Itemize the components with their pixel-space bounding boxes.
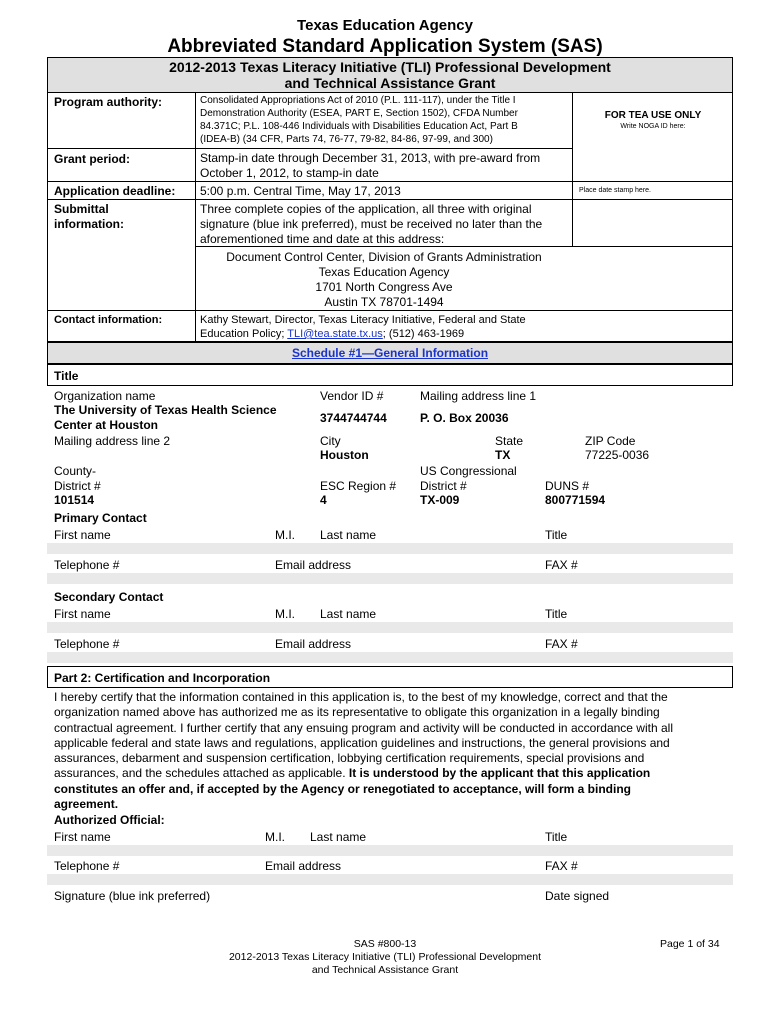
- secondary-mi-label: M.I.: [275, 607, 295, 621]
- mail2-label: Mailing address line 2: [54, 434, 171, 448]
- official-last-name-label: Last name: [310, 830, 367, 844]
- footer-form-number: SAS #800-13: [353, 938, 417, 950]
- secondary-contact-heading: Secondary Contact: [54, 590, 164, 604]
- submittal-label: Submittal information:: [54, 202, 124, 231]
- contact-email-link[interactable]: TLI@tea.state.tx.us: [287, 328, 383, 340]
- authorized-official-heading: Authorized Official:: [54, 813, 165, 827]
- grant-period-label: Grant period:: [54, 152, 131, 166]
- schedule-title: [47, 346, 733, 361]
- secondary-email-label: Email address: [275, 637, 352, 651]
- secondary-last-name-label: Last name: [320, 607, 377, 621]
- official-phone-input-row[interactable]: [47, 874, 733, 885]
- part2-title: Part 2: Certification and Incorporation: [54, 671, 271, 685]
- secondary-phone-input-row[interactable]: [47, 652, 733, 663]
- page-number: Page 1 of 34: [660, 938, 720, 950]
- official-telephone-label: Telephone #: [54, 859, 120, 873]
- county-district-label: County- District #: [54, 464, 101, 493]
- secondary-name-input-row[interactable]: [47, 622, 733, 633]
- mail1-label: Mailing address line 1: [420, 389, 537, 403]
- vendor-id-value: 3744744744: [320, 411, 387, 425]
- state-value: TX: [495, 448, 511, 462]
- contact-text: Kathy Stewart, Director, Texas Literacy Initiative, Federal and State Education Policy; TLI@tea.state.tx.us; (512) 463-1969: [200, 314, 526, 340]
- official-email-label: Email address: [265, 859, 342, 873]
- date-signed-label: Date signed: [545, 889, 610, 903]
- primary-name-input-row[interactable]: [47, 543, 733, 554]
- primary-mi-label: M.I.: [275, 528, 295, 542]
- primary-first-name-label: First name: [54, 528, 111, 542]
- submittal-text: Three complete copies of the application, all three with original signature (blue ink preferred), must be received no later than the aforementioned time and date at this address:: [200, 202, 543, 246]
- document-title: Abbreviated Standard Application System (SAS): [167, 36, 603, 57]
- deadline-label: Application deadline:: [54, 184, 176, 198]
- org-name-label: Organization name: [54, 389, 156, 403]
- grant-title-line1: 2012-2013 Texas Literacy Initiative (TLI) Professional Development: [169, 59, 611, 75]
- program-authority-text: Consolidated Appropriations Act of 2010 (P.L. 111-117), under the Title I Demonstration Authority (ESEA, PART E, Section 1502), CFDA Number 84.371C; P.L. 108-446 Individuals with Disabilities Education Act, Part B (IDEA-B) (34 CFR, Parts 74, 76-77, 79-82, 84-86, 97-99, and 300): [200, 95, 518, 145]
- part1-title: Title: [54, 369, 79, 383]
- tea-use-only: FOR TEA USE ONLY: [604, 110, 702, 121]
- org-name-value: The University of Texas Health Science Center at Houston: [54, 403, 277, 432]
- primary-last-name-label: Last name: [320, 528, 377, 542]
- duns-value: 800771594: [545, 493, 606, 507]
- secondary-fax-label: FAX #: [545, 637, 578, 651]
- deadline-text: 5:00 p.m. Central Time, May 17, 2013: [200, 184, 401, 198]
- city-value: Houston: [320, 448, 369, 462]
- primary-fax-label: FAX #: [545, 558, 578, 572]
- mail1-value: P. O. Box 20036: [420, 411, 509, 425]
- agency-name: Texas Education Agency: [297, 17, 473, 34]
- secondary-first-name-label: First name: [54, 607, 111, 621]
- primary-telephone-label: Telephone #: [54, 558, 120, 572]
- secondary-telephone-label: Telephone #: [54, 637, 120, 651]
- primary-contact-heading: Primary Contact: [54, 511, 147, 525]
- esc-region-value: 4: [320, 493, 327, 507]
- mailing-address: Document Control Center, Division of Grants Administration Texas Education Agency 1701 North Congress Ave Austin TX 78701-1494: [226, 250, 542, 309]
- schedule-link[interactable]: Schedule #1—General Information: [291, 346, 489, 360]
- city-label: City: [320, 434, 341, 448]
- program-authority-label: Program authority:: [54, 95, 163, 109]
- vendor-id-label: Vendor ID #: [320, 389, 384, 403]
- primary-email-label: Email address: [275, 558, 352, 572]
- primary-phone-input-row[interactable]: [47, 573, 733, 584]
- congress-district-label: US Congressional District #: [420, 464, 517, 493]
- zip-label: ZIP Code: [585, 434, 636, 448]
- esc-region-label: ESC Region #: [320, 479, 397, 493]
- duns-label: DUNS #: [545, 479, 590, 493]
- grant-title-line2: and Technical Assistance Grant: [284, 75, 496, 91]
- secondary-title-label: Title: [545, 607, 568, 621]
- congress-district-value: TX-009: [420, 493, 460, 507]
- noga-id-label: Write NOGA ID here:: [620, 123, 686, 130]
- primary-title-label: Title: [545, 528, 568, 542]
- official-name-input-row[interactable]: [47, 845, 733, 856]
- grant-period-text: Stamp-in date through December 31, 2013, with pre-award from October 1, 2012, to stamp-in date: [200, 151, 541, 180]
- official-first-name-label: First name: [54, 830, 111, 844]
- part1-header: [47, 364, 733, 386]
- footer-text: SAS #800-13 2012-2013 Texas Literacy Initiative (TLI) Professional Development and Technical Assistance Grant: [180, 938, 590, 977]
- official-mi-label: M.I.: [265, 830, 285, 844]
- state-label: State: [495, 434, 524, 448]
- zip-value: 77225-0036: [585, 448, 650, 462]
- date-stamp-label: Place date stamp here.: [579, 187, 651, 194]
- official-fax-label: FAX #: [545, 859, 578, 873]
- county-district-value: 101514: [54, 493, 95, 507]
- contact-label: Contact information:: [54, 314, 163, 326]
- certification-text: I hereby certify that the information contained in this application is, to the best of my knowledge, correct and that the organization named above has authorized me as its representative to obligate this organization in a legally binding contractual agreement. I further certify that any ensuing program and activity will be conducted in accordance with all applicable federal and state laws and regulations, application guidelines and instructions, the general provisions and assurances, debarment and suspension certification, lobbying certification requirements, special provisions and assurances, and the schedules attached as applicable. It is understood by the applicant that this application constitutes an offer and, if accepted by the Agency or renegotiated to acceptance, will form a binding agreement.: [54, 690, 673, 812]
- signature-label: Signature (blue ink preferred): [54, 889, 211, 903]
- official-title-label: Title: [545, 830, 568, 844]
